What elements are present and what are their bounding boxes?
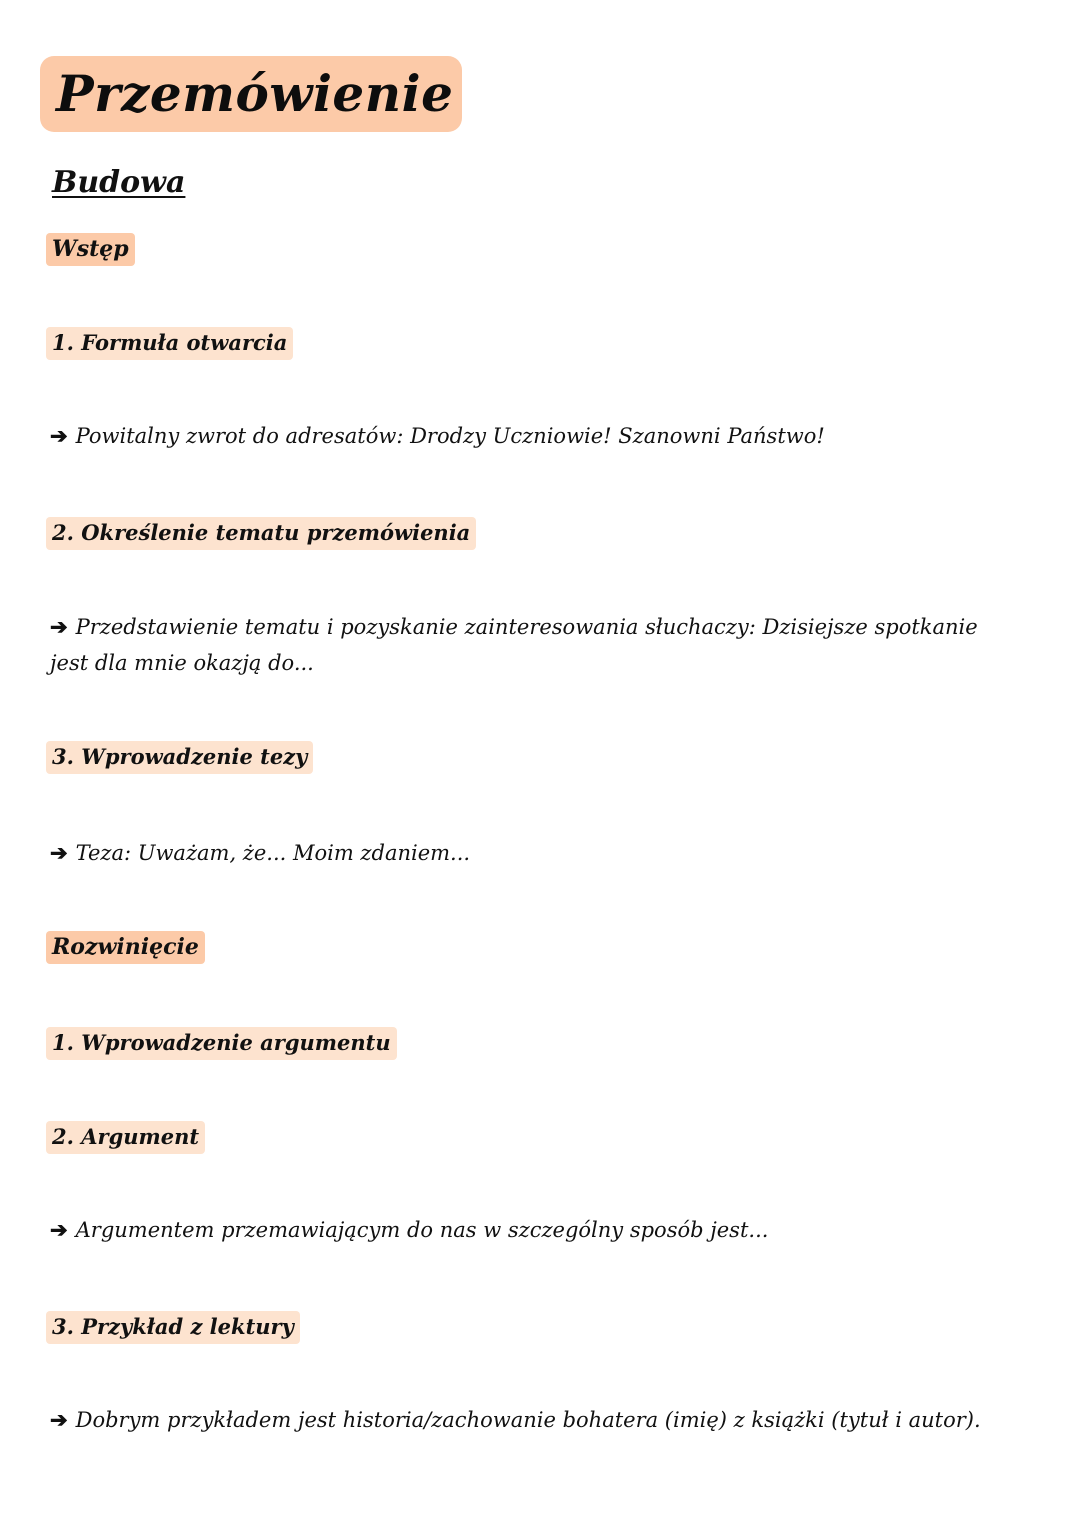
intro-point-3-bullet (50, 835, 470, 871)
body-point-3-bullet (50, 1402, 981, 1438)
intro-point-3-label: 3. Wprowadzenie tezy (46, 741, 313, 774)
section-label-body: Rozwinięcie (46, 931, 205, 964)
body-point-2-bullet (50, 1212, 768, 1248)
intro-point-1-bullet (50, 418, 825, 454)
intro-point-2-label: 2. Określenie tematu przemówienia (46, 517, 476, 550)
intro-point-1-label: 1. Formuła otwarcia (46, 327, 293, 360)
bullet-text: Teza: Uważam, że... Moim zdaniem... (75, 841, 471, 865)
bullet-text: Argumentem przemawiającym do nas w szczególny sposób jest... (75, 1218, 769, 1242)
arrow-right-icon: ➔ (50, 840, 68, 865)
arrow-right-icon: ➔ (50, 423, 68, 448)
section-heading-budowa: Budowa (52, 165, 186, 200)
bullet-text: Przedstawienie tematu i pozyskanie zainteresowania słuchaczy: Dzisiejsze spotkanie jest dla mnie okazją do... (50, 615, 978, 675)
bullet-text: Powitalny zwrot do adresatów: Drodzy Uczniowie! Szanowni Państwo! (75, 424, 825, 448)
body-point-1-label: 1. Wprowadzenie argumentu (46, 1027, 397, 1060)
body-point-3-label: 3. Przykład z lektury (46, 1311, 300, 1344)
arrow-right-icon: ➔ (50, 614, 68, 639)
arrow-right-icon: ➔ (50, 1217, 68, 1242)
bullet-text: Dobrym przykładem jest historia/zachowanie bohatera (imię) z książki (tytuł i autor). (75, 1408, 981, 1432)
section-label-intro: Wstęp (46, 233, 135, 266)
intro-point-2-bullet (50, 609, 1020, 681)
body-point-2-label: 2. Argument (46, 1121, 205, 1154)
page-title: Przemówienie (56, 64, 454, 123)
title-highlight (40, 56, 462, 132)
arrow-right-icon: ➔ (50, 1407, 68, 1432)
